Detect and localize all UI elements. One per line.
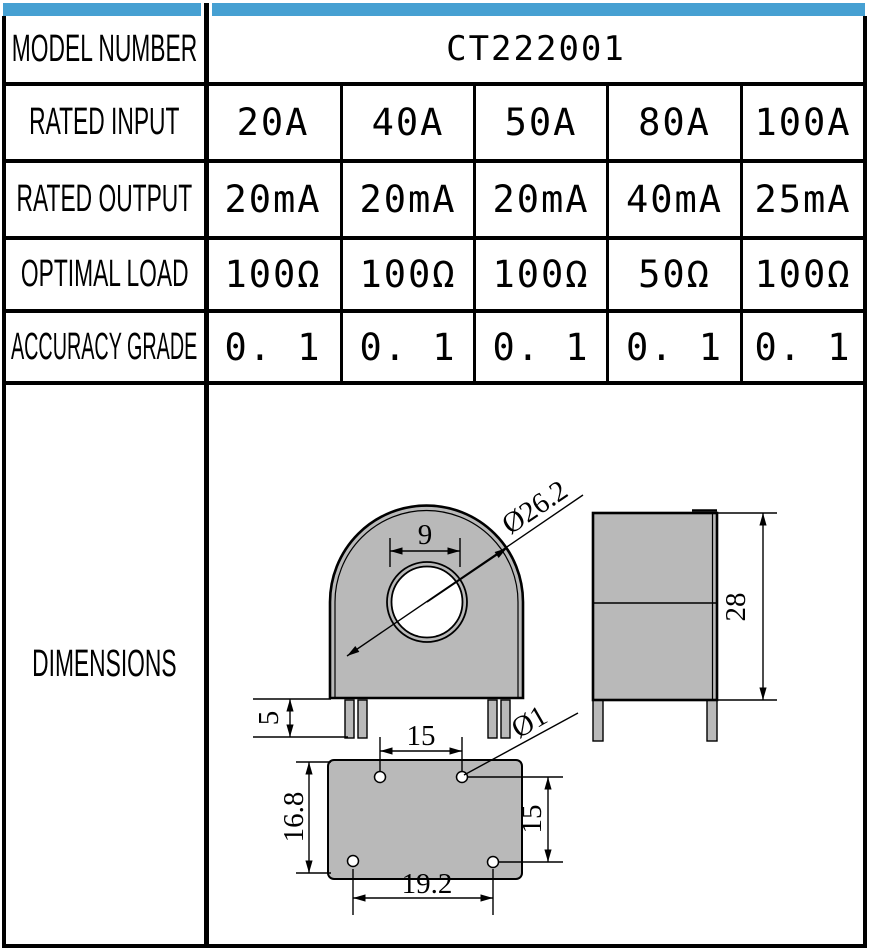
rated-input-cell-2: 40A [371,101,445,144]
pin-hole [348,856,359,867]
optimal-load-cell-3: 100Ω [492,253,590,296]
row-label-dimensions [6,385,203,944]
optimal-load-cell-5: 100Ω [754,253,852,296]
model-number-value [209,16,863,82]
dim-text-pin-length: 5 [253,710,285,726]
rated-output-cell-4: 40mA [625,178,724,221]
row-label-text: RATED INPUT [29,101,180,143]
top-accent-bar-right [212,3,865,16]
dim-text-pin-col-pitch: 19.2 [401,868,453,900]
accuracy-grade-cell-4: 0. 1 [625,325,724,369]
top-accent-bar-left [3,3,201,16]
rated-output-cell-1: 20mA [224,178,322,221]
row-label-text: OPTIMAL LOAD [20,253,189,295]
rated-output-cell-5: 25mA [754,178,852,221]
dim-text-pin-row-pitch: 15 [516,804,548,834]
dim-text-outer-diameter: Ø26.2 [496,474,574,541]
rated-output-cell-2: 20mA [359,178,457,221]
dim-text-height: 28 [720,592,752,622]
pin-hole [375,772,386,783]
rated-input-cell-5: 100A [754,101,852,144]
side-view [593,511,777,742]
accuracy-grade-cell-5: 0. 1 [754,325,852,369]
dim-text-pin-diameter: Ø1 [506,699,553,745]
row-label-rated-input [6,86,203,159]
pin-hole [457,772,468,783]
bottom-view [278,699,578,915]
row-label-model-number [6,16,203,82]
rated-output-cell-3: 20mA [492,178,590,221]
front-pin [488,700,497,738]
row-label-accuracy-grade [6,313,203,381]
accuracy-grade-cell-3: 0. 1 [492,325,590,369]
dim-text-hole-width: 9 [417,519,433,551]
row-label-text: DIMENSIONS [32,643,177,685]
optimal-load-cell-4: 50Ω [638,253,711,296]
dim-text-base-depth: 16.8 [278,791,310,843]
side-body [593,513,717,700]
rated-input-cell-3: 50A [504,101,578,144]
row-label-text: ACCURACY GRADE [11,325,198,368]
dim-text-pin-pitch-front: 15 [406,720,436,752]
side-pin [707,700,717,741]
side-pin [593,700,603,741]
row-label-rated-output [6,163,203,236]
row-label-text: RATED OUTPUT [16,178,193,220]
accuracy-grade-cell-2: 0. 1 [359,325,457,369]
front-pin [345,700,354,738]
optimal-load-cell-1: 100Ω [224,253,322,296]
row-label-text: MODEL NUMBER [11,27,198,70]
rated-input-cell-4: 80A [638,101,711,144]
dimensions-drawing [203,385,867,944]
front-pin [358,700,367,738]
pin-hole [488,857,499,868]
front-view [253,474,583,738]
optimal-load-cell-2: 100Ω [359,253,457,296]
rated-input-cell-1: 20A [236,101,310,144]
row-label-optimal-load [6,240,203,309]
model-number-text: CT222001 [446,29,626,69]
accuracy-grade-cell-1: 0. 1 [224,325,322,369]
